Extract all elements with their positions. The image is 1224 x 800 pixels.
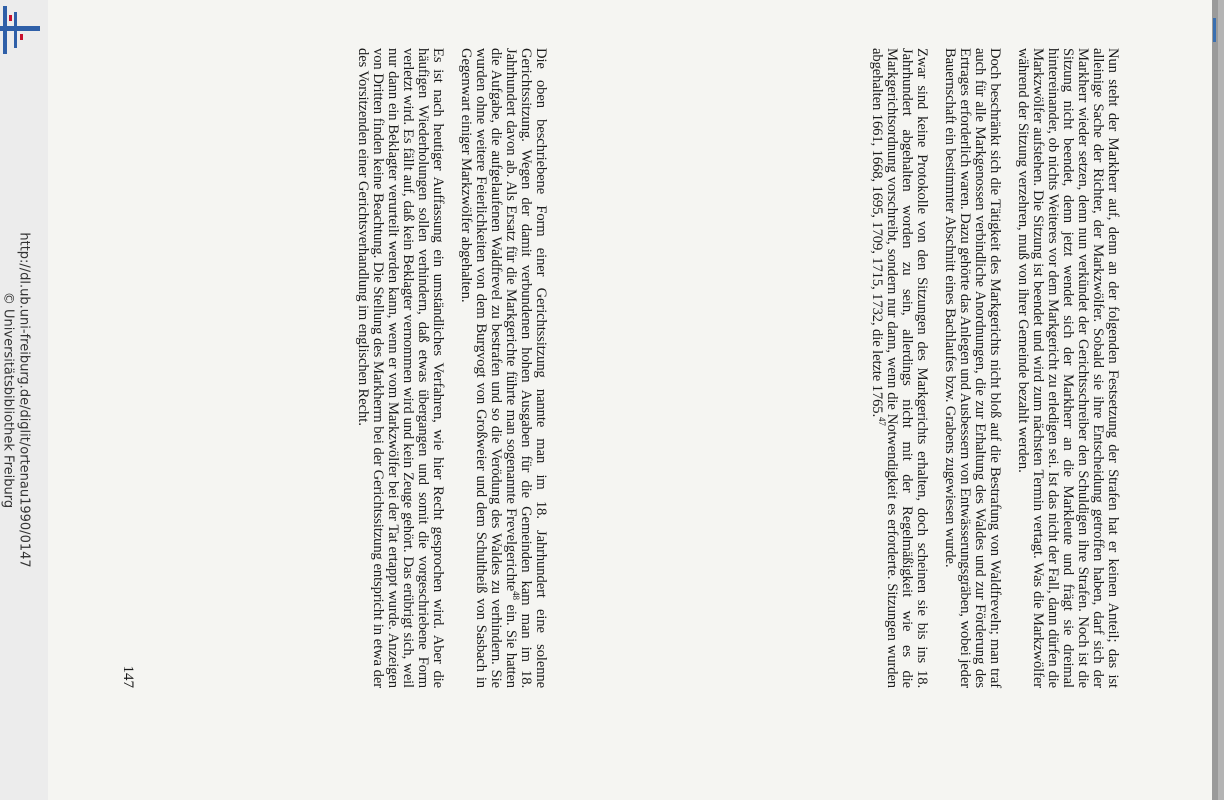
text-column-1	[869, 48, 1120, 688]
university-logo-icon	[0, 6, 42, 54]
viewer-sidebar	[0, 0, 48, 800]
footnote-marker[interactable]: 47	[876, 417, 887, 426]
page-number: 147	[120, 665, 136, 688]
footnote-marker[interactable]: 48	[510, 591, 521, 600]
paragraph: Nun steht der Markherr auf, denn an der folgenden Festsetzung der Strafen hat er keinen Anteil; das ist alleinige Sache der Richter, der Markzwölfer. Sobald sie ihre Entscheidung getroffen haben, darf sich der Markherr wieder setzen, denn nun verkündet der Gerichtsschreiber den Schuldigen ihre Strafen. Noch ist die Sitzung nicht beendet, denn jetzt wendet sich der Markherr an die Markleute und frägt sie dreimal hintereinander, ob nichts Weiteres vor dem Markgericht zu erledigen sei. Ist das nicht der Fall, dann dürfen die Markzwölfer aufstehen. Die Sitzung ist beendet und wird zum nächsten Termin vertagt. Was die Markzwölfer während der Sitzung verzehren, muß von ihrer Gemeinde bezahlt werden.	[1015, 48, 1121, 688]
page-edge	[1212, 0, 1218, 800]
paragraph: Die oben beschriebene Form einer Gerichtssitzung nannte man im 18. Jahrhundert eine solenne Gerichtssitzung. Wegen der damit verbundenen hohen Ausgaben für die Gemeinden kam man im 18. Jahrhundert davon ab. Als Ersatz für die Markgerichte führte man sogenannte Frevelgerichte$^{48}$ ein. Sie hatten die Aufgabe, die aufgelaufenen Waldfrevel zu bestrafen und so die Verödung des Waldes zu verhindern. Sie wurden ohne weitere Feierlichkeiten von dem Burgvogt von Großweier und dem Schultheiß von Sasbach in Gegenwart einiger Markzwölfer abgehalten.	[458, 48, 549, 688]
paragraph: Es ist nach heutiger Auffassung ein umständliches Verfahren, wie hier Recht gesprochen wird. Aber die häufigen Wiederholungen sollen verhindern, daß etwas übergangen und somit die vorgeschriebene Form verletzt wird. Es fällt auf, daß kein Beklagter vernommen wird und kein Zeuge gehört. Das erübrigt sich, weil nur dann ein Beklagter verurteilt werden kann, wenn er vom Markzwölfer bei der Tat ertappt wurde. Anzeigen von Dritten finden keine Beachtung. Die Stellung des Markherrn bei der Gerichtssitzung entspricht in etwa der des Vorsitzenden einer Gerichtsverhandlung im englischen Recht.	[355, 48, 446, 688]
paragraph: Doch beschränkt sich die Tätigkeit des Markgerichts nicht bloß auf die Bestrafung von Waldfreveln; man traf auch für alle Markgenossen verbindliche Anordnungen, die zur Erhaltung des Waldes und zur Förderung des Ertrages erforderlich waren. Dazu gehörte das Anlegen und Ausbessern von Entwässerungsgräben, wobei jeder Bauernschaft ein bestimmter Abschnitt eines Bachlaufes bzw. Grabens zugewiesen wurde.	[942, 48, 1003, 688]
source-url[interactable]: http://dl.ub.uni-freiburg.de/diglit/ortenau1990/0147	[16, 232, 32, 568]
copyright-notice: © Universitätsbibliothek Freiburg	[0, 291, 16, 509]
bookmark-marker	[1213, 18, 1216, 42]
scanned-page	[48, 0, 1218, 800]
text-column-2	[355, 48, 548, 688]
paragraph: Zwar sind keine Protokolle von den Sitzungen des Markgerichts erhalten, doch scheinen sie bis ins 18. Jahrhundert abgehalten worden zu sein, allerdings nicht mit der Regelmäßigkeit wie es die Markgerichtsordnung vorschreibt, sondern nur dann, wenn die Notwendigkeit es erforderte. Sitzungen wurden abgehalten 1661, 1668, 1695, 1709, 1715, 1732, die letzte 1765.47	[869, 48, 930, 688]
